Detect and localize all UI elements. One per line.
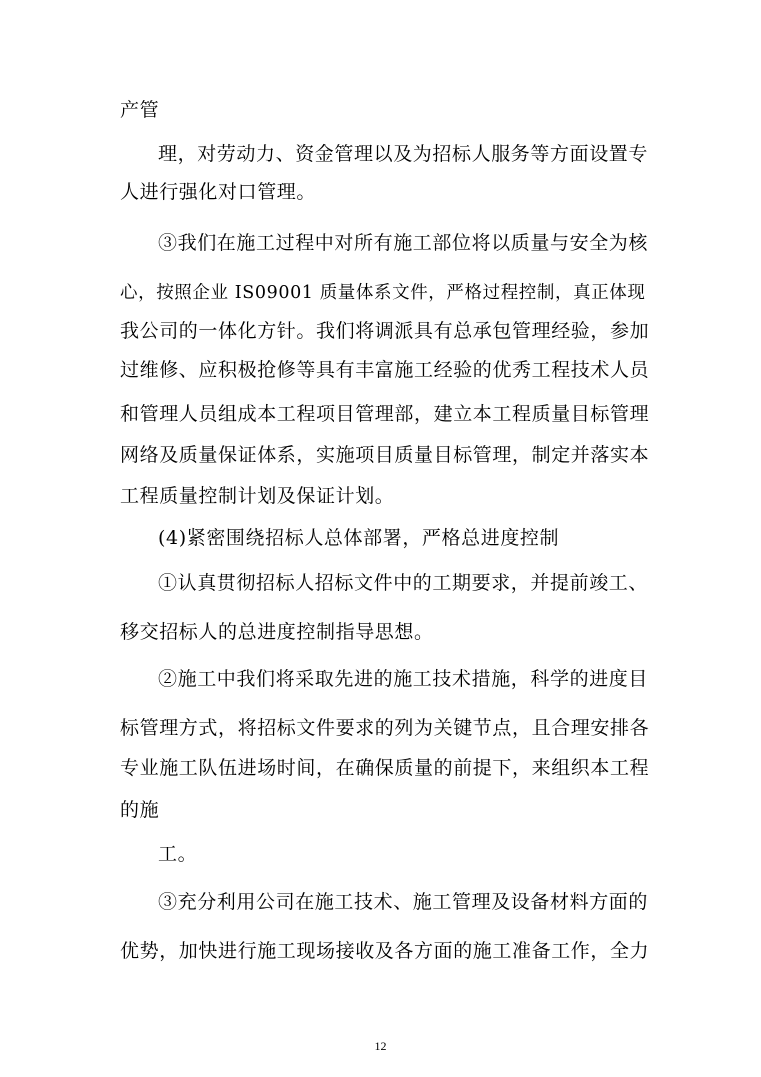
page-number: 12 xyxy=(374,1039,387,1053)
text-line: 专业施工队伍进场时间，在确保质量的前提下，来组织本工程 xyxy=(120,757,650,779)
text-line: ③我们在施工过程中对所有施工部位将以质量与安全为核 xyxy=(158,232,649,254)
text-line: 移交招标人的总进度控制指导思想。 xyxy=(120,621,434,643)
text-line: ①认真贯彻招标人招标文件中的工期要求，并提前竣工、 xyxy=(158,572,649,594)
text-line: 优势，加快进行施工现场接收及各方面的施工准备工作，全力 xyxy=(120,940,650,962)
text-line: 人进行强化对口管理。 xyxy=(120,181,317,203)
text-line: 产管 xyxy=(120,99,160,121)
text-line: 心，按照企业 IS09001 质量体系文件，严格过程控制，真正体现 xyxy=(120,283,646,303)
text-line: ②施工中我们将采取先进的施工技术措施，科学的进度目 xyxy=(158,668,649,690)
text-line: 工程质量控制计划及保证计划。 xyxy=(120,485,395,507)
text-line: 的施 xyxy=(120,799,160,821)
text-line: 理，对劳动力、资金管理以及为招标人服务等方面设置专 xyxy=(158,143,649,165)
text-line: 标管理方式，将招标文件要求的列为关键节点，且合理安排各 xyxy=(120,717,650,739)
text-line: 和管理人员组成本工程项目管理部，建立本工程质量目标管理 xyxy=(120,403,650,425)
text-line: 过维修、应积极抢修等具有丰富施工经验的优秀工程技术人员 xyxy=(120,359,650,381)
text-line: ③充分利用公司在施工技术、施工管理及设备材料方面的 xyxy=(158,891,649,913)
text-line: 我公司的一体化方针。我们将调派具有总承包管理经验，参加 xyxy=(120,320,650,342)
text-line: 网络及质量保证体系，实施项目质量目标管理，制定并落实本 xyxy=(120,444,650,466)
text-line: 工。 xyxy=(158,843,198,865)
section-heading: (4)紧密围绕招标人总体部署，严格总进度控制 xyxy=(158,527,560,549)
